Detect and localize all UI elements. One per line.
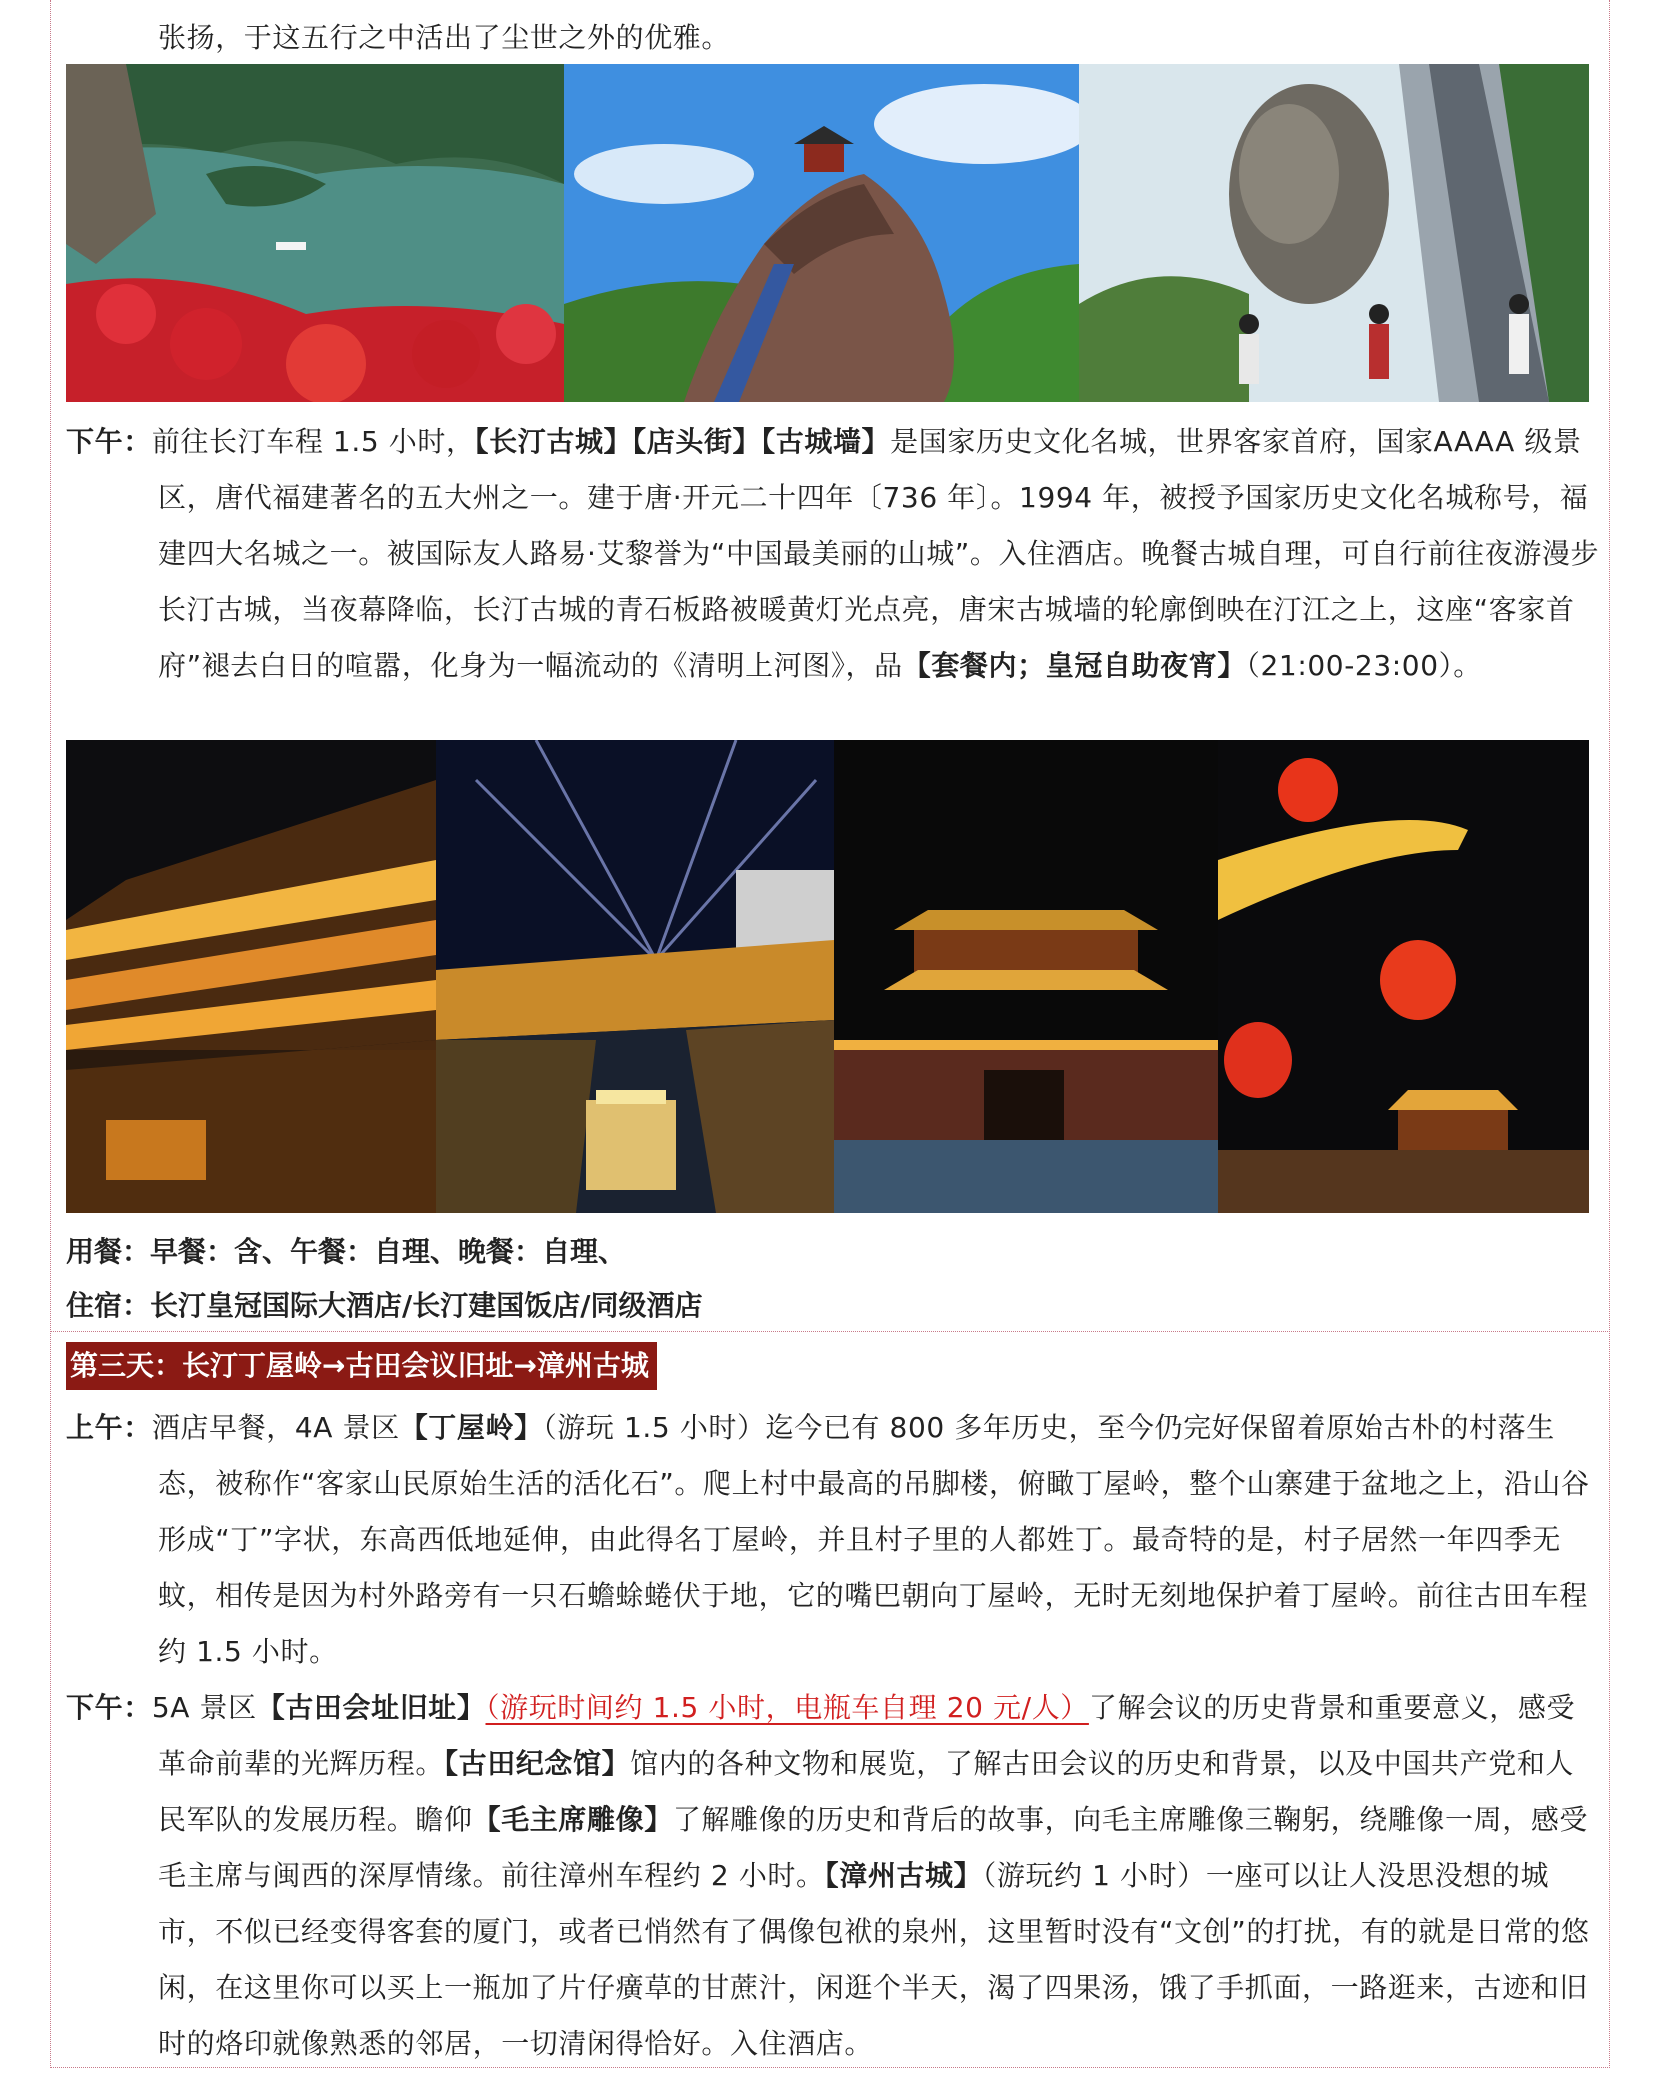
- late-snack-highlight: 【套餐内；皇冠自助夜宵】: [902, 649, 1246, 682]
- photo-rock-escalator: [1079, 64, 1589, 402]
- dingwuling-attraction: 【丁屋岭】: [399, 1411, 543, 1444]
- photo-lake-red-leaves: [66, 64, 564, 402]
- photo-pavilion-cliff: [564, 64, 1079, 402]
- afternoon-gutian-paragraph: 下午：5A 景区【古田会址旧址】（游玩时间约 1.5 小时，电瓶车自理 20 元/人）了解会议的历史背景和重要意义，感受革命前辈的光辉历程。【古田纪念馆】馆内的各种文物和展览，了解古田会议的历史和背景，以及中国共产党和人民军队的发展历程。瞻仰【毛主席雕像】了解雕像的历史和背后的故事，向毛主席雕像三鞠躬，绕雕像一周，感受毛主席与闽西的深厚情缘。前往漳州车程约 2 小时。【漳州古城】（游玩约 1 小时）一座可以让人没思没想的城市，不似已经变得客套的厦门，或者已悄然有了偶像包袱的泉州，这里暂时没有“文创”的打扰，有的就是日常的悠闲，在这里你可以买上一瓶加了片仔癀草的甘蔗汁，闲逛个半天，渴了四果汤，饿了手抓面，一路逛来，古迹和旧时的烙印就像熟悉的邻居，一切清闲得恰好。入住酒店。: [66, 1691, 1590, 2060]
- afternoon-changting-paragraph: 下午：前往长汀车程 1.5 小时，【长汀古城】【店头街】【古城墙】是国家历史文化名城，世界客家首府，国家AAAA 级景区，唐代福建著名的五大州之一。建于唐·开元二十四年〔736 年〕。1994 年，被授予国家历史文化名城称号，福建四大名城之一。被国际友人路易·艾黎誉为“中国最美丽的山城”。入住酒店。晚餐古城自理，可自行前往夜游漫步长汀古城，当夜幕降临，长汀古城的青石板路被暖黄灯光点亮，唐宋古城墙的轮廓倒映在汀江之上，这座“客家首府”褪去白日的喧嚣，化身为一幅流动的《清明上河图》，品【套餐内；皇冠自助夜宵】（21:00-23:00）。: [66, 425, 1600, 682]
- intro-tail-paragraph: 张扬，于这五行之中活出了尘世之外的优雅。: [158, 21, 731, 54]
- photo-night-riverside: [66, 740, 436, 1213]
- gutian-museum-attraction: 【古田纪念馆】: [444, 1747, 631, 1780]
- photo-row-guanzhaishan: [66, 64, 1589, 402]
- mao-statue-attraction: 【毛主席雕像】: [472, 1803, 673, 1836]
- photo-night-city-gate: [834, 740, 1218, 1213]
- afternoon3-label: 下午：: [66, 1691, 152, 1724]
- photo-night-river-lights: [436, 740, 834, 1213]
- day3-title-band: 第三天：长汀丁屋岭→古田会议旧址→漳州古城: [66, 1342, 657, 1390]
- changting-attractions: 【长汀古城】【店头街】【古城墙】: [474, 425, 891, 458]
- morning-dingwuling-paragraph: 上午：酒店早餐，4A 景区【丁屋岭】（游玩 1.5 小时）迄今已有 800 多年历史，至今仍完好保留着原始古朴的村落生态，被称作“客家山民原始生活的活化石”。爬上村中最高的吊脚楼，俯瞰丁屋岭，整个山寨建于盆地之上，沿山谷形成“丁”字状，东高西低地延伸，由此得名丁屋岭，并且村子里的人都姓丁。最奇特的是，村子居然一年四季无蚊，相传是因为村外路旁有一只石蟾蜍蜷伏于地，它的嘴巴朝向丁屋岭，无时无刻地保护着丁屋岭。前往古田车程约 1.5 小时。: [66, 1411, 1590, 1668]
- afternoon-label: 下午：: [66, 425, 152, 458]
- photo-night-lanterns: [1218, 740, 1589, 1213]
- gutian-site-attraction: 【古田会址旧址】: [256, 1691, 486, 1724]
- meals-line: 用餐：早餐：含、午餐：自理、晚餐：自理、: [66, 1235, 627, 1268]
- lodging-line: 住宿：长汀皇冠国际大酒店/长汀建国饭店/同级酒店: [66, 1289, 703, 1322]
- photo-row-night-town: [66, 740, 1589, 1213]
- gutian-time-note: （游玩时间约 1.5 小时，电瓶车自理 20 元/人）: [485, 1691, 1089, 1724]
- zhangzhou-old-town-attraction: 【漳州古城】: [824, 1859, 983, 1892]
- morning-label: 上午：: [66, 1411, 152, 1444]
